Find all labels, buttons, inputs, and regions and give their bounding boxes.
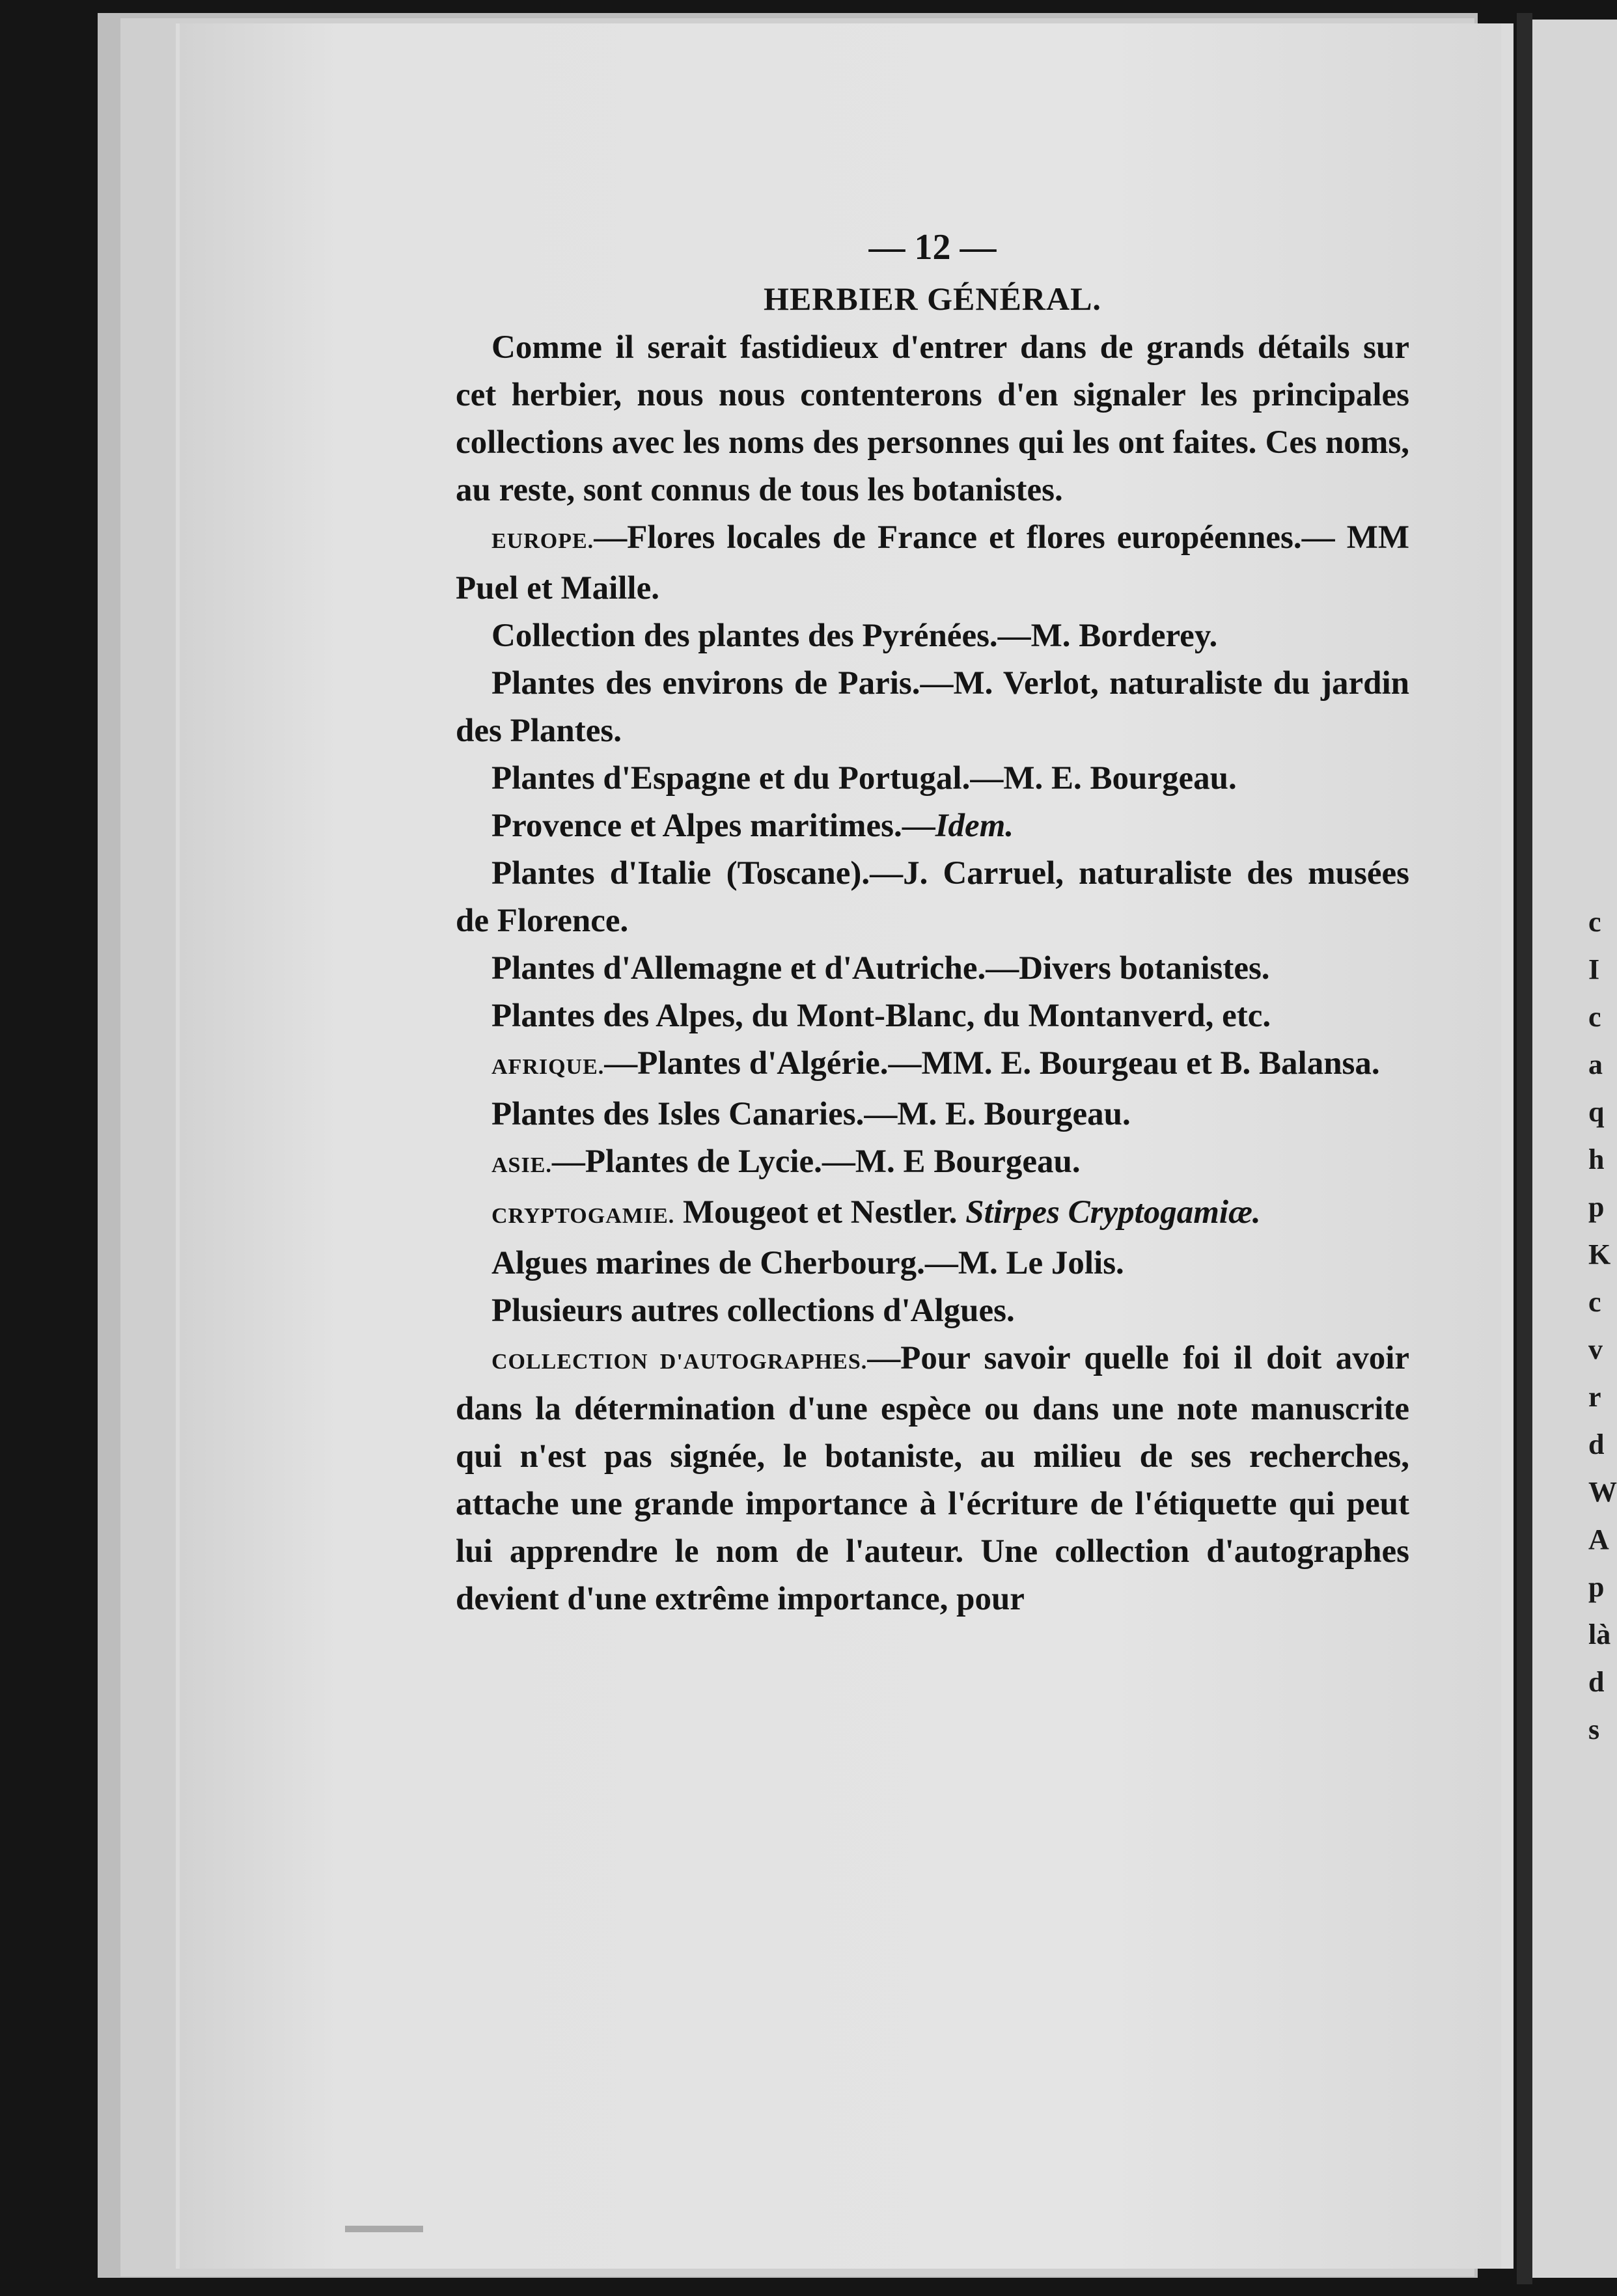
- facing-page-text: [1588, 898, 1617, 1753]
- facing-page-glyph: là: [1588, 1619, 1611, 1650]
- paragraph: [456, 755, 1409, 802]
- paragraph-text: Comme il serait fastidieux d'entrer dans de grands détails sur cet herbier, nous nous contenterons d'en signaler les principales collections avec les noms des personnes qui les ont faites. Ces noms, au reste, sont connus de tous les botanistes.: [456, 329, 1409, 508]
- paragraph-text: Plantes des Alpes, du Mont-Blanc, du Montanverd, etc.: [491, 998, 1271, 1034]
- paragraph-list: [456, 324, 1409, 1623]
- paragraph: [456, 945, 1409, 992]
- paragraph: [456, 1240, 1409, 1287]
- paragraph-text: Collection des plantes des Pyrénées.—M. Borderey.: [491, 618, 1218, 654]
- facing-page-glyph: p: [1588, 1191, 1605, 1223]
- small-caps-lead: CRYPTOGAMIE.: [491, 1204, 675, 1228]
- paragraph: [456, 802, 1409, 850]
- facing-page-glyph: p: [1588, 1571, 1605, 1603]
- facing-page-glyph: a: [1588, 1048, 1603, 1080]
- facing-page-glyph: q: [1588, 1096, 1605, 1128]
- facing-page-glyph: c: [1588, 1286, 1601, 1318]
- paragraph: [456, 514, 1409, 612]
- facing-page-glyph: r: [1588, 1381, 1601, 1413]
- paragraph: [456, 850, 1409, 945]
- paragraph: [456, 612, 1409, 660]
- small-caps-lead: AFRIQUE.: [491, 1055, 605, 1079]
- facing-page-glyph: h: [1588, 1143, 1605, 1175]
- facing-page-glyph: I: [1588, 953, 1600, 985]
- facing-page-glyph: W: [1588, 1476, 1617, 1508]
- small-caps-lead: ASIE.: [491, 1153, 552, 1177]
- text-block: [456, 221, 1409, 1623]
- paragraph: [456, 1138, 1409, 1189]
- paragraph-text: Plusieurs autres collections d'Algues.: [491, 1292, 1015, 1329]
- facing-page-glyph: d: [1588, 1428, 1605, 1460]
- italic-text: Idem.: [935, 808, 1014, 844]
- paragraph-text: Plantes des environs de Paris.—M. Verlot, naturaliste du jardin des Plantes.: [456, 665, 1409, 749]
- paragraph-text: —Flores locales de France et flores européennes.— MM Puel et Maille.: [456, 519, 1409, 607]
- paragraph: [456, 1189, 1409, 1240]
- facing-page-glyph: K: [1588, 1238, 1611, 1270]
- facing-page-glyph: c: [1588, 1001, 1601, 1033]
- page-title: HERBIER GÉNÉRAL.: [764, 280, 1101, 317]
- paragraph: [456, 324, 1409, 514]
- paragraph: [456, 1335, 1409, 1623]
- paragraph-text: Plantes d'Allemagne et d'Autriche.—Divers botanistes.: [491, 950, 1270, 987]
- paragraph-text: —Plantes d'Algérie.—MM. E. Bourgeau et B. Balansa.: [604, 1045, 1380, 1082]
- paragraph: [456, 660, 1409, 755]
- paragraph-text: Plantes des Isles Canaries.—M. E. Bourgeau.: [491, 1096, 1131, 1132]
- paragraph-text: Plantes d'Espagne et du Portugal.—M. E. Bourgeau.: [491, 760, 1237, 797]
- paragraph-text: Algues marines de Cherbourg.—M. Le Jolis.: [491, 1245, 1124, 1281]
- paragraph-text: Mougeot et Nestler.: [674, 1194, 966, 1231]
- small-caps-lead: EUROPE.: [491, 529, 594, 553]
- paragraph-text: —Pour savoir quelle foi il doit avoir dans la détermination d'une espèce ou dans une note manuscrite qui n'est pas signée, le botaniste, au milieu de ses recherches, attache une grande importance à l'écriture de l'étiquette qui peut lui apprendre le nom de l'auteur. Une collection d'autographes devient d'une extrême importance, pour: [456, 1340, 1409, 1617]
- ink-smudge: [345, 2226, 423, 2232]
- facing-page-glyph: s: [1588, 1714, 1600, 1745]
- small-caps-lead: COLLECTION D'AUTOGRAPHES.: [491, 1350, 868, 1374]
- paragraph: [456, 1040, 1409, 1091]
- facing-page-glyph: v: [1588, 1333, 1603, 1365]
- paragraph-text: Provence et Alpes maritimes.—: [491, 808, 935, 844]
- facing-page-glyph: A: [1588, 1524, 1609, 1555]
- italic-text: Stirpes Cryptogamiæ.: [965, 1194, 1261, 1231]
- page-gutter-shadow: [1517, 13, 1532, 2284]
- paragraph: [456, 992, 1409, 1040]
- paragraph-text: —Plantes de Lycie.—M. E Bourgeau.: [551, 1143, 1081, 1180]
- paragraph: [456, 1091, 1409, 1138]
- paragraph-text: Plantes d'Italie (Toscane).—J. Carruel, naturaliste des musées de Florence.: [456, 855, 1409, 939]
- facing-page-glyph: c: [1588, 906, 1601, 938]
- page-number: — 12 —: [868, 227, 997, 267]
- facing-page-glyph: d: [1588, 1666, 1605, 1698]
- paragraph: [456, 1287, 1409, 1335]
